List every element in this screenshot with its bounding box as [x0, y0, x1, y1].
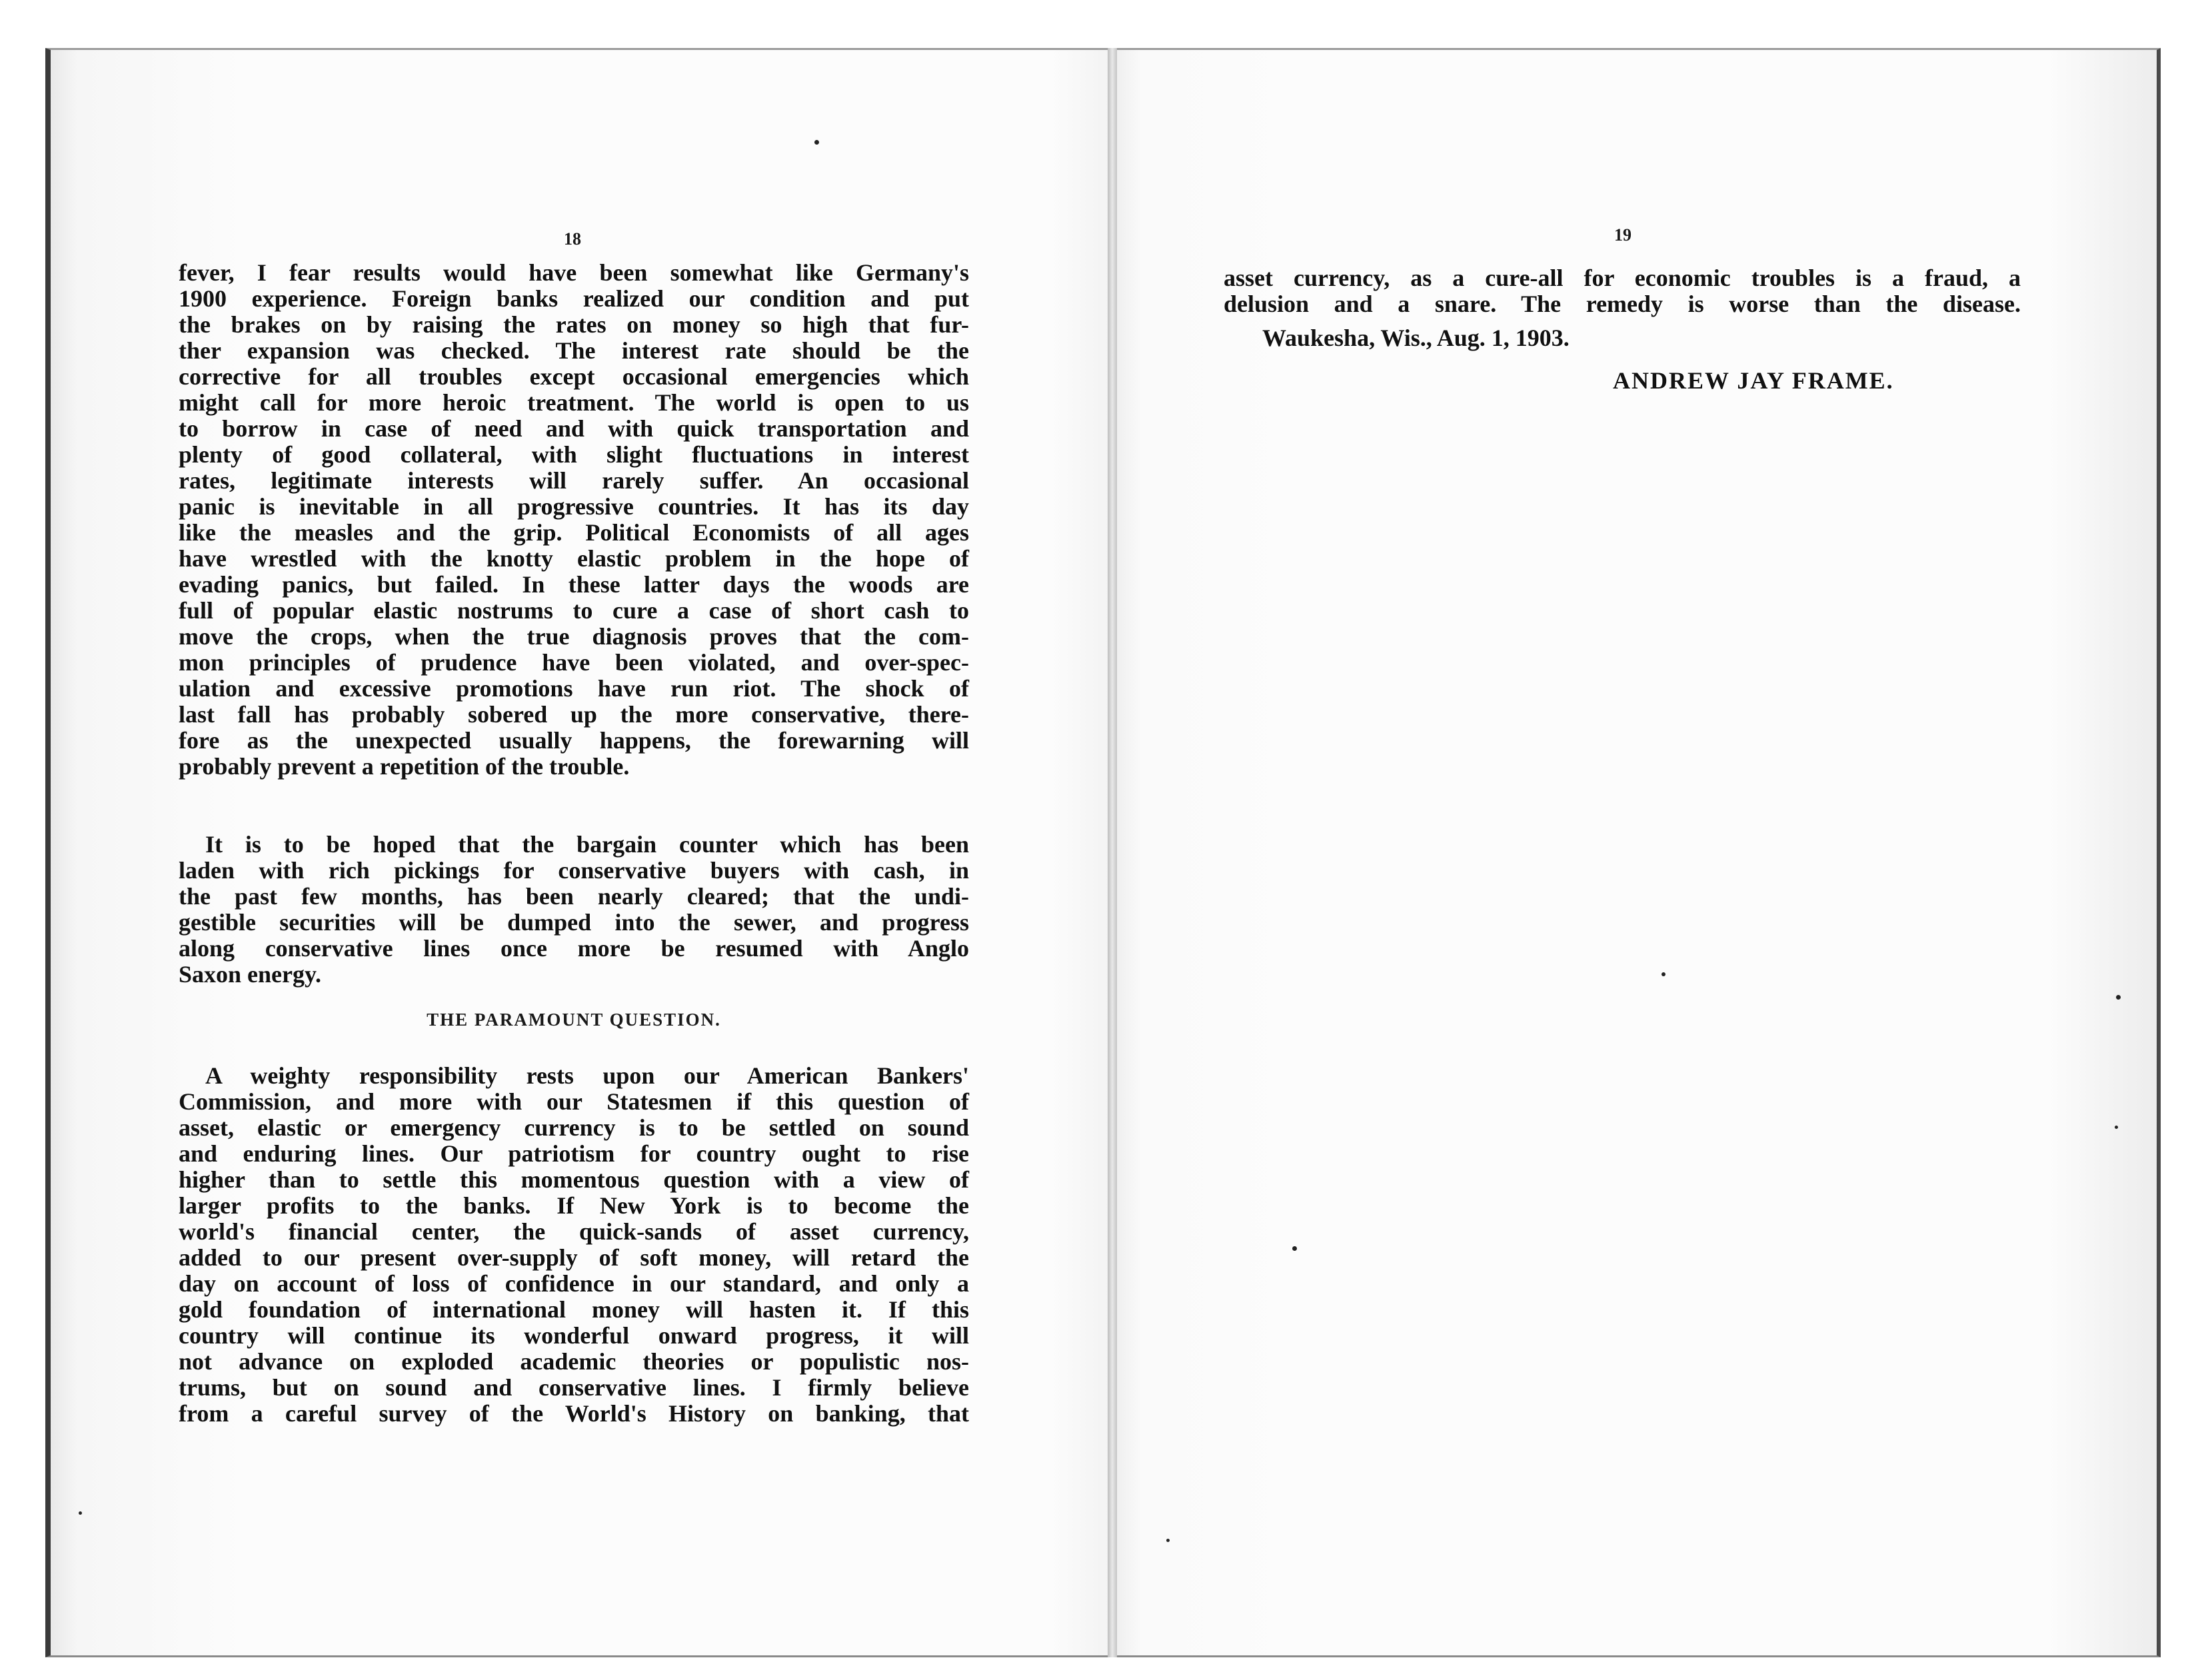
text-line: larger profits to the banks. If New York is to become the	[179, 1192, 969, 1219]
text-line: ther expansion was checked. The interest rate should be the	[179, 337, 969, 364]
text-line: world's financial center, the quick-sands of asset currency,	[179, 1218, 969, 1245]
text-line: day on account of loss of confidence in our standard, and only a	[179, 1270, 969, 1297]
text-line: Commission, and more with our Statesmen if this question of	[179, 1088, 969, 1115]
right-page-number: 19	[1614, 225, 1632, 245]
text-line: not advance on exploded academic theories or populistic nos-	[179, 1348, 969, 1375]
text-line: last fall has probably sobered up the more conservative, there-	[179, 701, 969, 728]
text-line: and enduring lines. Our patriotism for country ought to rise	[179, 1140, 969, 1167]
text-line: trums, but on sound and conservative lines. I firmly believe	[179, 1374, 969, 1401]
text-line: asset currency, as a cure-all for economic troubles is a fraud, a	[1224, 265, 2021, 291]
left-paragraph-3	[179, 1063, 969, 1427]
text-line: higher than to settle this momentous question with a view of	[179, 1166, 969, 1193]
ink-speck	[2116, 995, 2121, 1000]
text-line: from a careful survey of the World's History on banking, that	[179, 1400, 969, 1427]
left-paragraph-2	[179, 832, 969, 988]
text-line: the brakes on by raising the rates on money so high that fur-	[179, 311, 969, 338]
text-line: rates, legitimate interests will rarely suffer. An occasional	[179, 467, 969, 494]
text-line: mon principles of prudence have been violated, and over-spec-	[179, 649, 969, 676]
text-line: gold foundation of international money will hasten it. If this	[179, 1296, 969, 1323]
ink-speck	[1661, 972, 1665, 976]
text-line: fore as the unexpected usually happens, the forewarning will	[179, 727, 969, 754]
text-line: the past few months, has been nearly cleared; that the undi-	[179, 883, 969, 910]
ink-speck	[814, 140, 819, 145]
text-line: laden with rich pickings for conservative buyers with cash, in	[179, 857, 969, 884]
text-line: Saxon energy.	[179, 961, 322, 988]
text-line: probably prevent a repetition of the trouble.	[179, 753, 630, 780]
right-paragraph-1	[1224, 265, 2021, 317]
text-line: move the crops, when the true diagnosis proves that the com-	[179, 623, 969, 650]
text-line: delusion and a snare. The remedy is worse than the disease.	[1224, 291, 2021, 317]
ink-speck	[1292, 1246, 1297, 1251]
text-line: like the measles and the grip. Political Economists of all ages	[179, 519, 969, 546]
section-heading: THE PARAMOUNT QUESTION.	[427, 1010, 721, 1030]
left-paragraph-1	[179, 260, 969, 780]
text-line: fever, I fear results would have been somewhat like Germany's	[179, 259, 969, 286]
text-line: plenty of good collateral, with slight fluctuations in interest	[179, 441, 969, 468]
author-signature: ANDREW JAY FRAME.	[1613, 367, 1894, 394]
left-page-number: 18	[564, 229, 581, 249]
text-line: It is to be hoped that the bargain counter which has been	[205, 831, 969, 858]
ink-speck	[2115, 1126, 2118, 1129]
ink-speck	[1166, 1539, 1170, 1542]
book-gutter	[1108, 48, 1117, 1657]
text-line: 1900 experience. Foreign banks realized our condition and put	[179, 285, 969, 312]
text-line: panic is inevitable in all progressive countries. It has its day	[179, 493, 969, 520]
text-line: country will continue its wonderful onward progress, it will	[179, 1322, 969, 1349]
text-line: might call for more heroic treatment. The world is open to us	[179, 389, 969, 416]
dateline: Waukesha, Wis., Aug. 1, 1903.	[1262, 325, 1570, 351]
text-line: A weighty responsibility rests upon our American Bankers'	[205, 1062, 969, 1089]
text-line: full of popular elastic nostrums to cure a case of short cash to	[179, 597, 969, 624]
text-line: along conservative lines once more be resumed with Anglo	[179, 935, 969, 962]
text-line: have wrestled with the knotty elastic problem in the hope of	[179, 545, 969, 572]
text-line: asset, elastic or emergency currency is to be settled on sound	[179, 1114, 969, 1141]
text-line: added to our present over-supply of soft money, will retard the	[179, 1244, 969, 1271]
text-line: evading panics, but failed. In these latter days the woods are	[179, 571, 969, 598]
text-line: gestible securities will be dumped into the sewer, and progress	[179, 909, 969, 936]
ink-speck	[79, 1511, 82, 1515]
text-line: to borrow in case of need and with quick transportation and	[179, 415, 969, 442]
text-line: ulation and excessive promotions have run riot. The shock of	[179, 675, 969, 702]
text-line: corrective for all troubles except occasional emergencies which	[179, 363, 969, 390]
